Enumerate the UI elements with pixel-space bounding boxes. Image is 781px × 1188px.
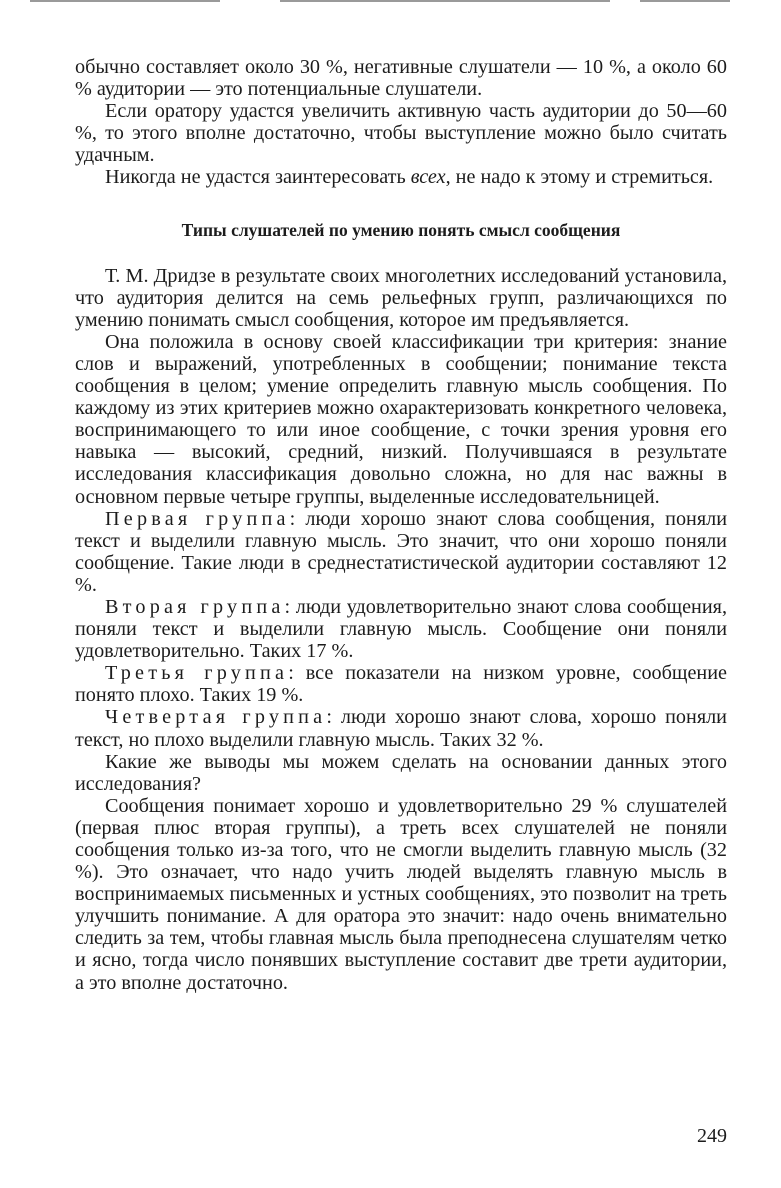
paragraph-group-2 [75,596,727,662]
paragraph-continuation: обычно составляет около 30 %, негативные слушатели — 10 %, а около 60 % аудитории — это потенциальные слушатели. [75,56,727,101]
paragraph-group-1 [75,508,727,596]
scan-edge-line [30,0,220,2]
section-heading: Типы слушателей по умению понять смысл сообщения [181,219,621,240]
page-body [75,56,727,994]
group-title: Четвертая группа [105,706,327,729]
scan-edge-line [640,0,730,2]
page-number: 249 [697,1125,727,1147]
paragraph-group-3 [75,662,727,706]
paragraph-criteria: Она положила в основу своей классификации три критерия: знание слов и выражений, употребленных в сообщении; понимание текста сообщения в целом; умение определить главную мысль сообщения. По каждому из этих критериев можно охарактеризовать конкретного человека, воспринимающего то или иное сообщение, с точки зрения уровня его навыка — высокий, средний, низкий. Получившаяся в результате исследования классификация довольно сложна, но для нас важны в основном первые четыре группы, выделенные исследовательницей. [75,330,727,508]
paragraph-audience-increase: Если оратору удастся увеличить активную часть аудитории до 50—60 %, то этого вполне достаточно, чтобы выступление можно было считать удачным. [75,100,727,167]
scan-edge-line [280,0,610,2]
group-text: : люди хорошо знают слова, хорошо поняли текст, но плохо выделили главную мысль. Таких 32 %. [75,706,727,751]
paragraph-conclusions-question: Какие же выводы мы можем сделать на основании данных этого исследования? [75,750,727,795]
paragraph-never-everyone [75,166,727,188]
group-title: Третья группа [105,662,289,685]
text-run: , не надо к этому и стремиться. [445,166,714,189]
group-title: Первая группа [105,507,290,530]
group-title: Вторая группа [105,595,285,618]
text-run: Никогда не удастся заинтересовать [105,166,411,189]
paragraph-group-4 [75,706,727,750]
emphasis-all: всех [410,166,446,189]
group-text: : люди хорошо знают слова сообщения, поняли текст и выделили главную мысль. Это значит, что они хорошо поняли сообщение. Такие люди в среднестатистической аудитории составляют 12 %. [75,507,727,596]
paragraph-dridze: Т. М. Дридзе в результате своих многолетних исследований установила, что аудитория делится на семь рельефных групп, различающихся по умению понимать смысл сообщения, которое им предъявляется. [75,264,727,331]
group-text: : все показатели на низком уровне, сообщение понято плохо. Таких 19 %. [75,662,727,707]
group-text: : люди удовлетворительно знают слова сообщения, поняли текст и выделили главную мысль. Сообщение они поняли удовлетворительно. Таких 17 %. [75,595,727,663]
paragraph-conclusions: Сообщения понимает хорошо и удовлетворительно 29 % слушателей (первая плюс вторая группы), а треть всех слушателей не поняли сообщения только из-за того, что не смогли выделить главную мысль (32 %). Это означает, что надо учить людей выделять главную мысль в воспринимаемых письменных и устных сообщениях, это позволит на треть улучшить понимание. А для оратора это значит: надо очень внимательно следить за тем, чтобы главная мысль была преподнесена слушателям четко и ясно, тогда число понявших выступление составит две трети аудитории, а это вполне достаточно. [75,794,727,994]
